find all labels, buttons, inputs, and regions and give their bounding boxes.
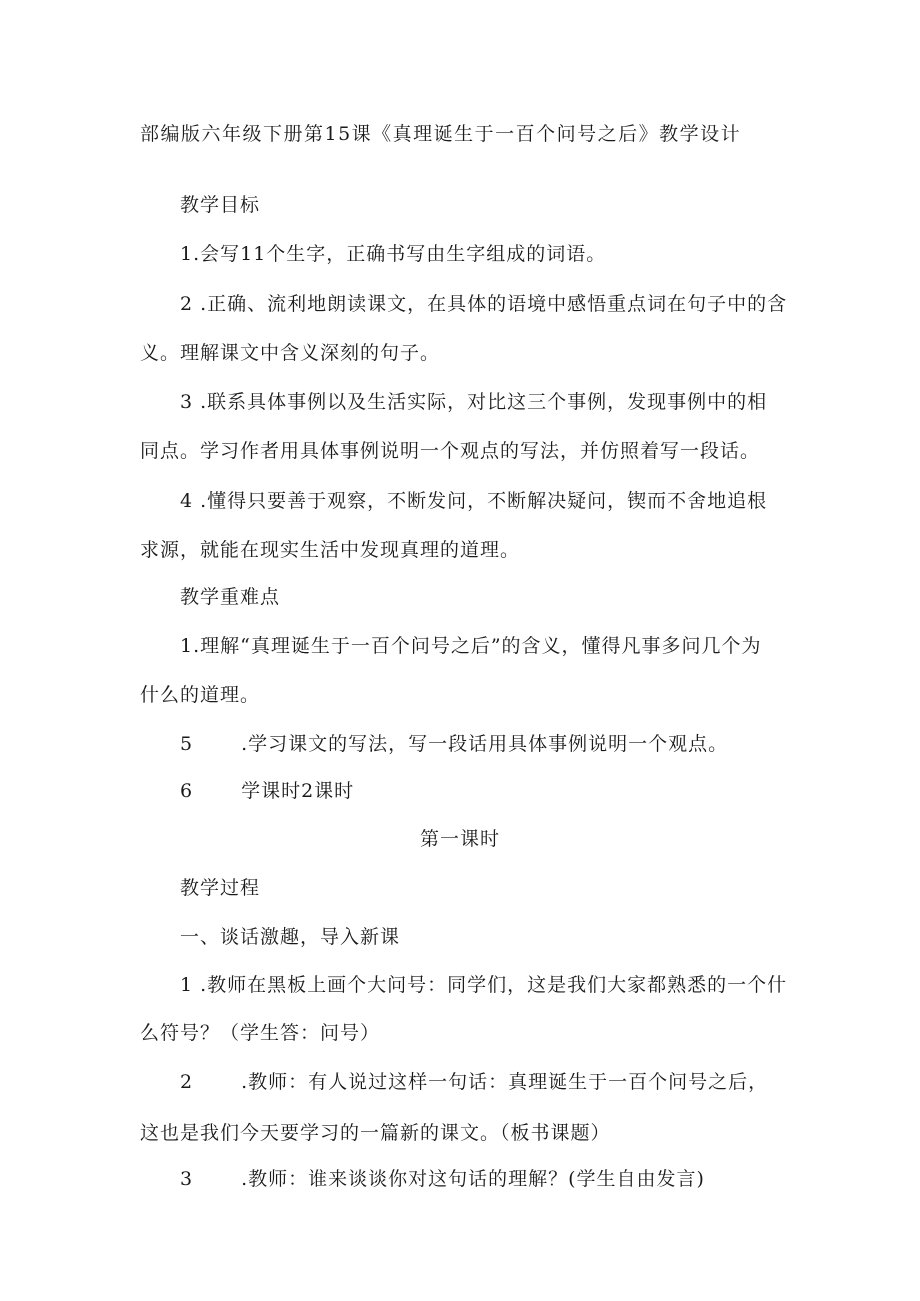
key-point-2 (180, 732, 728, 756)
step-1-item-3-text: .教师：谁来谈谈你对这句话的理解？(学生自由发言) (241, 1168, 705, 1190)
step-1-item-3 (180, 1167, 705, 1191)
goals-heading: 教学目标 (180, 194, 261, 216)
step-1-item-2-line-2: 这也是我们今天要学习的一篇新的课文。（板书课题） (140, 1122, 611, 1144)
document-title: 部编版六年级下册第15课《真理诞生于一百个问号之后》教学设计 (140, 123, 742, 145)
goal-1: 1.会写11个生字，正确书写由生字组成的词语。 (180, 243, 607, 265)
class-hours-text: 学课时2课时 (241, 780, 355, 802)
step-1-item-1-line-2: 么符号？（学生答：问号） (140, 1022, 381, 1044)
key-point-2-number: 5 (180, 733, 194, 755)
goal-4-line-2: 求源，就能在现实生活中发现真理的道理。 (140, 539, 521, 561)
goal-2-line-2: 义。理解课文中含义深刻的句子。 (140, 342, 441, 364)
goal-4-line-1: 4 .懂得只要善于观察，不断发问，不断解决疑问，锲而不舍地追根 (180, 490, 768, 512)
step-1-heading: 一、谈话激趣，导入新课 (180, 926, 401, 948)
key-point-1-line-2: 什么的道理。 (140, 684, 261, 706)
step-1-item-2-text: .教师：有人说过这样一句话：真理诞生于一百个问号之后， (241, 1071, 769, 1093)
key-point-2-text: .学习课文的写法，写一段话用具体事例说明一个观点。 (241, 733, 729, 755)
key-point-1-line-1: 1.理解“真理诞生于一百个问号之后”的含义，懂得凡事多问几个为 (180, 635, 762, 657)
class-hours-number: 6 (180, 780, 194, 802)
step-1-item-2-number: 2 (180, 1071, 194, 1093)
goal-3-line-2: 同点。学习作者用具体事例说明一个观点的写法，并仿照着写一段话。 (140, 440, 761, 462)
class-hours (180, 779, 354, 803)
lesson-title: 第一课时 (419, 828, 500, 850)
step-1-item-2-line-1 (180, 1070, 768, 1094)
goal-2-line-1: 2 .正确、流利地朗读课文，在具体的语境中感悟重点词在句子中的含 (180, 293, 788, 315)
step-1-item-3-number: 3 (180, 1168, 194, 1190)
key-points-heading: 教学重难点 (180, 586, 281, 608)
goal-3-line-1: 3 .联系具体事例以及生活实际，对比这三个事例，发现事例中的相 (180, 391, 768, 413)
process-heading: 教学过程 (180, 877, 261, 899)
step-1-item-1-line-1: 1 .教师在黑板上画个大问号：同学们，这是我们大家都熟悉的一个什 (180, 974, 788, 996)
